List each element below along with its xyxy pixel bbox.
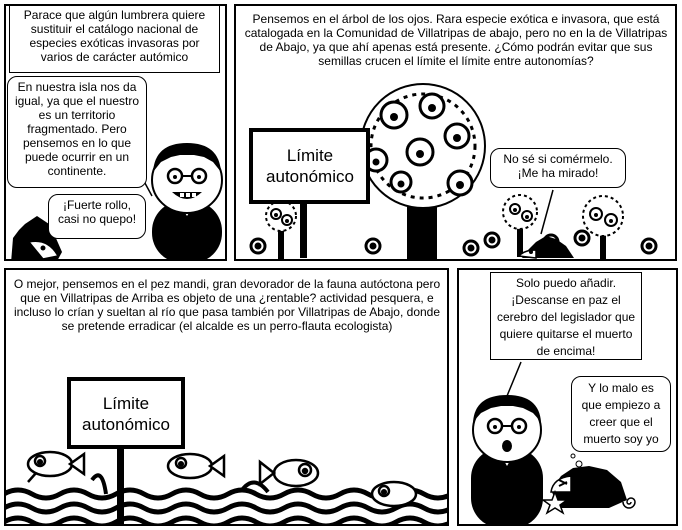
eye-seeds xyxy=(251,231,656,255)
narration-text: O mejor, pensemos en el pez mandi, gran devorador de la fauna autóctona pero que en Villatripas de Arriba es objeto de una ¿rentable? actividad pesquera, e incluso lo crían y sueltan al río que pasa también por Villatripas de Abajo, donde se pretende erradicar (el alcalde es un perro-flauta ecologista) xyxy=(13,277,441,333)
person-speech-tail xyxy=(507,362,521,396)
small-eye-tree xyxy=(583,196,623,259)
hedgehog-speech-bubble: ¡Fuerte rollo, casi no quepo! xyxy=(48,194,146,239)
person-character xyxy=(471,395,543,526)
comic-panel-1 xyxy=(4,4,227,261)
person-speech-bubble: En nuestra isla nos da igual, ya que el nuestro es un territorio fragmentado. Pero pensemos en lo que puede ocurrir en un continente. xyxy=(7,76,147,188)
small-eye-tree xyxy=(266,201,296,259)
mandi-fish xyxy=(28,452,84,482)
narration-text: Pensemos en el árbol de los ojos. Rara especie exótica e invasora, que está catalogada en la Comunidad de Villatripas de abajo, pero no en la de Villatripas de Abajo, ya que ahí apenas está presente. ¿Cómo podrán evitar que sus semillas crucen el límite el límite entre autonomías? xyxy=(244,12,668,68)
mandi-fish xyxy=(168,454,224,478)
hedgehog-character xyxy=(519,236,574,258)
sign-text: Límite autonómico xyxy=(82,394,170,434)
mandi-fish xyxy=(372,482,416,506)
thought-dots xyxy=(571,454,582,467)
comic-panel-2 xyxy=(234,4,677,261)
hedgehog-speech-tail xyxy=(541,190,553,234)
person-character xyxy=(152,143,222,261)
fish-jump-arc xyxy=(92,475,106,494)
sign-text: Límite autonómico xyxy=(266,146,354,186)
eye-tree xyxy=(361,84,485,261)
mandi-fish xyxy=(260,460,318,486)
comic-panel-4 xyxy=(457,268,678,526)
person-speech-bubble: Solo puedo añadir. ¡Descanse en paz el cerebro del legislador que quiere quitarse el muerto de encima! xyxy=(490,272,642,360)
comic-panel-3 xyxy=(4,268,449,526)
hedgehog-speech-bubble: Y lo malo es que empiezo a creer que el muerto soy yo xyxy=(571,376,671,452)
hedgehog-speech-bubble: No sé si comérmelo. ¡Me ha mirado! xyxy=(490,148,626,188)
narration-box: Parace que algún lumbrera quiere sustituir el catálogo nacional de especies exóticas invasoras por varios de carácter autómico xyxy=(9,5,220,73)
